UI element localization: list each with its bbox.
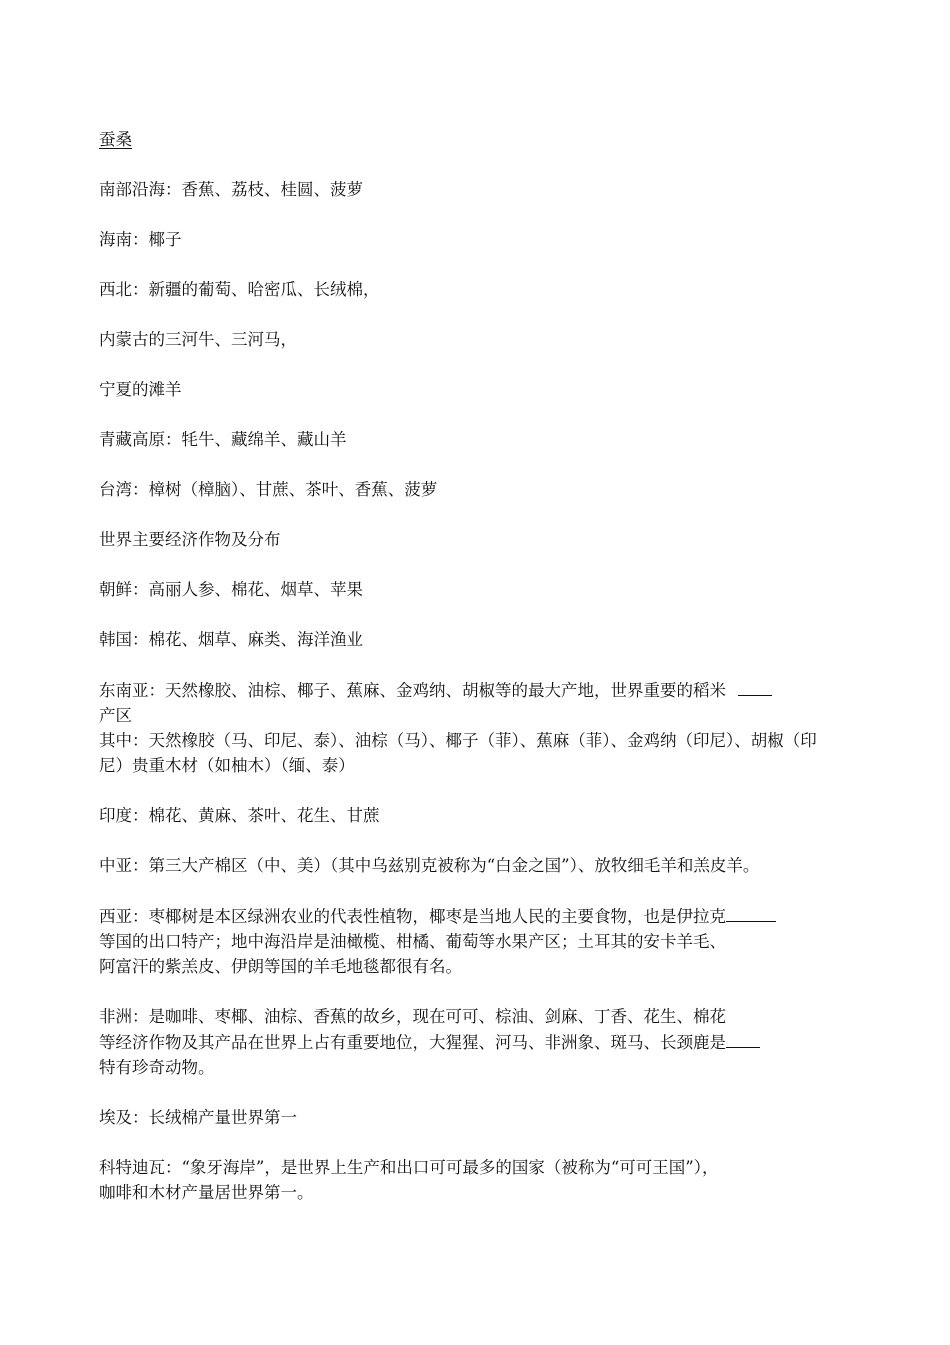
text-line: 特有珍奇动物。 [99, 1058, 215, 1077]
text-line: 宁夏的滩羊 [99, 380, 182, 399]
text-line: 西北：新疆的葡萄、哈密瓜、长绒棉， [99, 280, 380, 299]
text-line: 南部沿海：香蕉、荔枝、桂圆、菠萝 [99, 180, 363, 199]
text-line: 埃及：长绒棉产量世界第一 [99, 1108, 297, 1127]
text-line: 其中：天然橡胶（马、印尼、泰）、油棕（马）、椰子（菲）、蕉麻（菲）、金鸡纳（印尼）、胡椒（印尼）贵重木材（如柚木）（缅、泰） [99, 731, 817, 775]
text-line: 青藏高原：牦牛、藏绵羊、藏山羊 [99, 430, 347, 449]
text-line: 等国的出口特产；地中海沿岸是油橄榄、柑橘、葡萄等水果产区；土耳其的安卡羊毛、 [99, 932, 726, 951]
fill-blank [726, 903, 776, 922]
document-page [99, 127, 835, 1205]
text-line: 阿富汗的紫羔皮、伊朗等国的羊毛地毯都很有名。 [99, 957, 462, 976]
text-line: 韩国：棉花、烟草、麻类、海洋渔业 [99, 630, 363, 649]
text-line: 海南：椰子 [99, 230, 182, 249]
text-line [99, 1029, 835, 1055]
text-run: 西亚：枣椰树是本区绿洲农业的代表性植物，椰枣是当地人民的主要食物，也是伊拉克 [99, 907, 726, 926]
text-line: 蚕桑 [99, 130, 132, 149]
text-line: 印度：棉花、黄麻、茶叶、花生、甘蔗 [99, 806, 380, 825]
text-line [99, 903, 835, 929]
text-line: 非洲：是咖啡、枣椰、油棕、香蕉的故乡，现在可可、棕油、剑麻、丁香、花生、棉花 [99, 1007, 726, 1026]
text-line [99, 677, 835, 703]
text-line: 台湾：樟树（樟脑）、甘蔗、茶叶、香蕉、菠萝 [99, 480, 438, 499]
section-heading: 世界主要经济作物及分布 [99, 530, 281, 549]
fill-blank [726, 1029, 760, 1048]
fill-blank [738, 677, 772, 696]
text-line: 咖啡和木材产量居世界第一。 [99, 1183, 314, 1202]
text-line: 内蒙古的三河牛、三河马， [99, 330, 297, 349]
text-run: 等经济作物及其产品在世界上占有重要地位，大猩猩、河马、非洲象、斑马、长颈鹿是 [99, 1033, 726, 1052]
text-run: 东南亚：天然橡胶、油棕、椰子、蕉麻、金鸡纳、胡椒等的最大产地，世界重要的稻米 [99, 681, 726, 700]
text-line: 产区 [99, 706, 132, 725]
text-line: 中亚：第三大产棉区（中、美）（其中乌兹别克被称为“白金之国”）、放牧细毛羊和羔皮羊。 [99, 856, 760, 875]
text-line: 朝鲜：高丽人参、棉花、烟草、苹果 [99, 580, 363, 599]
text-line: 科特迪瓦：“象牙海岸”，是世界上生产和出口可可最多的国家（被称为“可可王国”）， [99, 1158, 719, 1177]
